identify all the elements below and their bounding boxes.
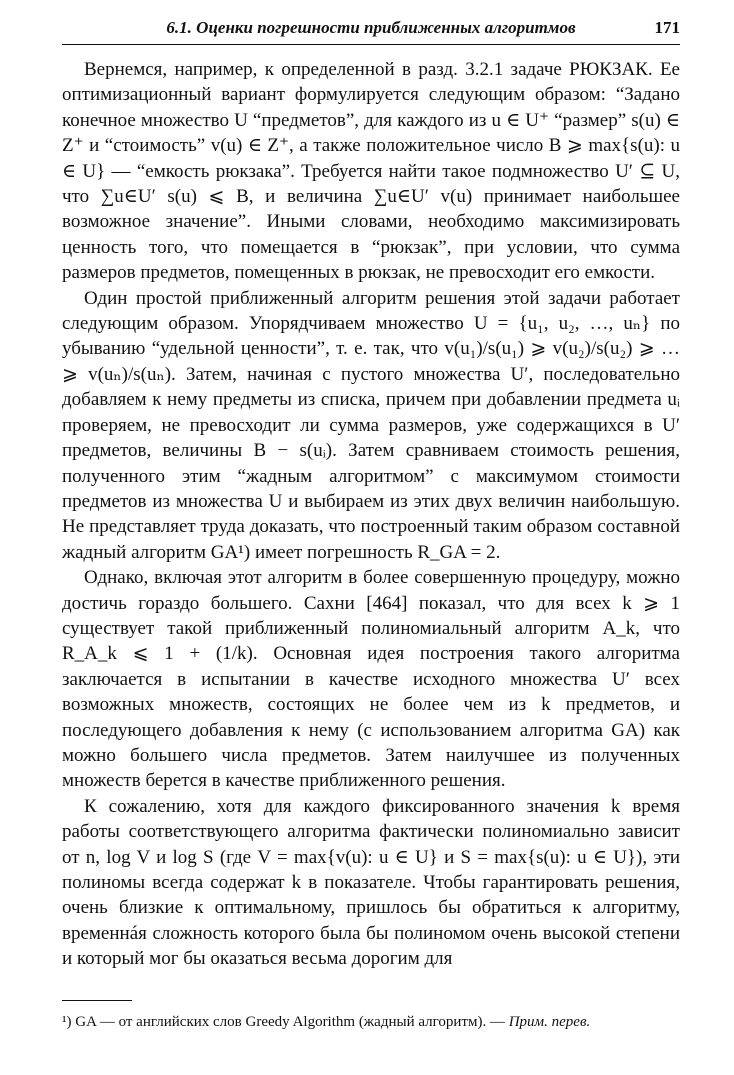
- footnote-tail: Прим. перев.: [508, 1014, 591, 1030]
- paragraph-3: Однако, включая этот алгоритм в более совершенную процедуру, можно достичь гораздо большего. Сахни [464] показал, что для всех k ⩾ 1 существует такой приближенный полиномиальный алгоритм A_k, что R_A_k ⩽ 1 + (1/k). Основная идея построения такого алгоритма заключается в испытании в качестве исходного множества U′ всех возможных множеств, состоящих не более чем из k предметов, и последующего добавления к нему (с использованием алгоритма GA) как можно большего числа предметов. Затем наилучшее из полученных множеств берется в качестве приближенного решения.: [62, 567, 680, 792]
- footnote-text: ¹) GA — от английских слов Greedy Algorithm (жадный алгоритм). —: [62, 1014, 505, 1030]
- page: [62, 18, 680, 972]
- running-title: 6.1. Оценки погрешности приближенных алгоритмов: [166, 18, 576, 37]
- paragraph-4: К сожалению, хотя для каждого фиксированного значения k время работы соответствующего алгоритма фактически полиномиально зависит от n, log V и log S (где V = max{v(u): u ∈ U} и S = max{s(u): u ∈ U}), эти полиномы всегда содержат k в показателе. Чтобы гарантировать решения, очень близкие к оптимальному, пришлось бы обратиться к алгоритму, временнáя сложность которого была бы полиномом очень высокой степени и который мог бы оказаться весьма дорогим для: [62, 795, 680, 970]
- body-text: [62, 57, 680, 972]
- paragraph-1: Вернемся, например, к определенной в разд. 3.2.1 задаче РЮКЗАК. Ее оптимизационный вариант формулируется следующим образом: “Задано конечное множество U “предметов”, для каждого из u ∈ U⁺ “размер” s(u) ∈ Z⁺ и “стоимость” v(u) ∈ Z⁺, а также положительное число B ⩾ max{s(u): u ∈ U} — “емкость рюкзака”. Требуется найти такое подмножество U′ ⊆ U, что ∑u∈U′ s(u) ⩽ B, и величина ∑u∈U′ v(u) принимает наибольшее возможное значение”. Иными словами, необходимо максимизировать ценность того, что помещается в “рюкзак”, при условии, что сумма размеров предметов, помещенных в рюкзак, не превосходит его емкости.: [62, 59, 680, 284]
- header-rule: [62, 44, 680, 45]
- footnote: [62, 1012, 680, 1033]
- running-header: [62, 18, 680, 42]
- page-number: 171: [654, 18, 680, 37]
- paragraph-2: Один простой приближенный алгоритм решения этой задачи работает следующим образом. Упорядчиваем множество U = {u₁, u₂, …, uₙ} по убыванию “удельной ценности”, т. е. так, что v(u₁)/s(u₁) ⩾ v(u₂)/s(u₂) ⩾ … ⩾ v(uₙ)/s(uₙ). Затем, начиная с пустого множества U′, последовательно добавляем к нему предметы из списка, причем при добавлении предмета uᵢ проверяем, не превосходит ли сумма размеров, уже содержащихся в U′ предметов, величины B − s(uᵢ). Затем сравниваем стоимость решения, полученного этим “жадным алгоритмом” с максимумом стоимости предметов из множества U и выбираем из этих двух величин наибольшую. Не представляет труда доказать, что построенный таким образом составной жадный алгоритм GA¹) имеет погрешность R_GA = 2.: [62, 287, 680, 563]
- footnote-rule: [62, 1000, 132, 1001]
